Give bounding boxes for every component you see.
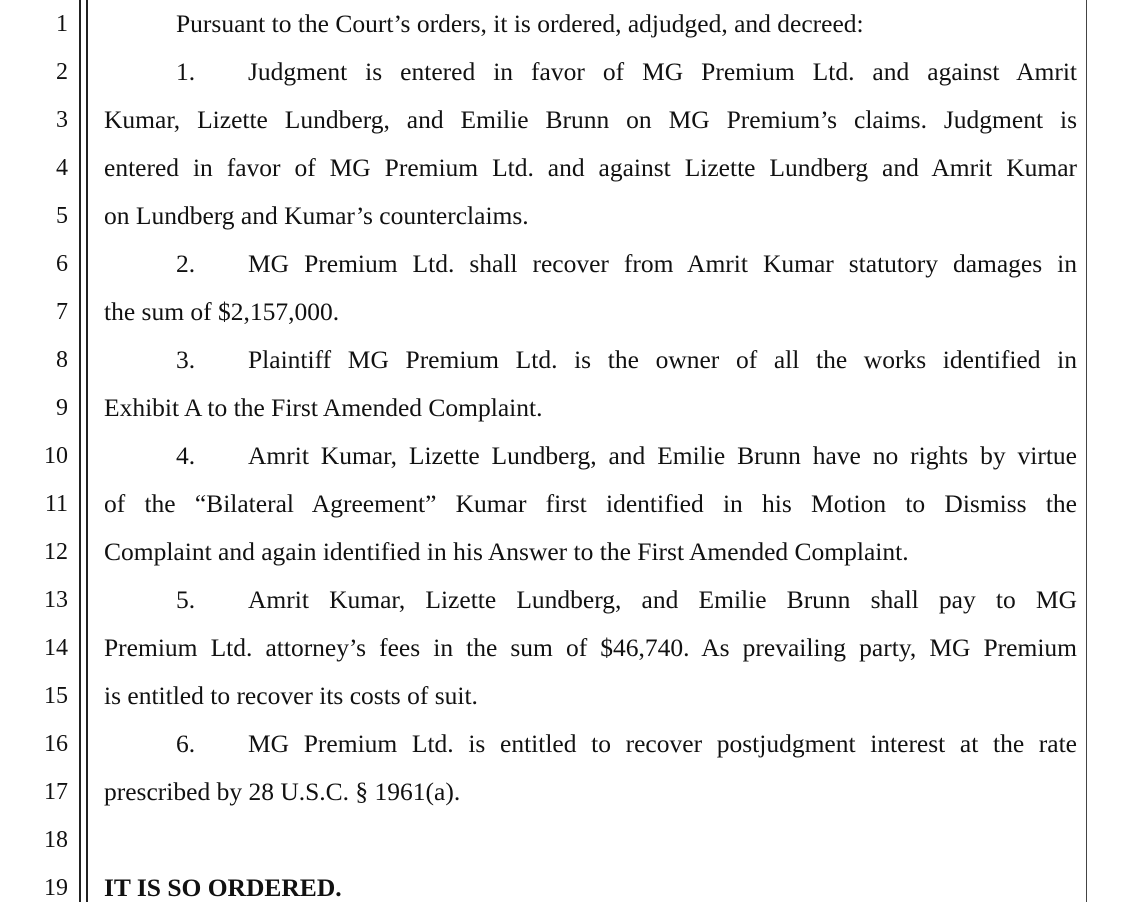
left-margin-rule-inner: [86, 0, 88, 902]
right-margin-rule: [1086, 0, 1087, 902]
paragraph-line: the sum of $2,157,000.: [104, 297, 340, 326]
paragraph-line: is entitled to recover its costs of suit.: [104, 681, 478, 710]
paragraph-line: on Lundberg and Kumar’s counterclaims.: [104, 201, 529, 230]
line-number: 14: [44, 635, 68, 661]
paragraph-text: Amrit Kumar, Lizette Lundberg, and Emilie Brunn have no rights by virtue: [248, 441, 1077, 470]
paragraph-1-first-line: [176, 48, 1077, 96]
line-number: 1: [56, 11, 68, 37]
paragraph-number: 3.: [176, 345, 196, 374]
line-number: 9: [56, 395, 68, 421]
paragraph-4-first-line: [176, 432, 1077, 480]
line-number: 7: [56, 299, 68, 325]
paragraph-2-first-line: [176, 240, 1077, 288]
line-number: 3: [56, 107, 68, 133]
line-number: 16: [44, 731, 68, 757]
line-number: 13: [44, 587, 68, 613]
paragraph-text: MG Premium Ltd. is entitled to recover postjudgment interest at the rate: [248, 729, 1077, 758]
line-number: 11: [44, 491, 68, 517]
paragraph-line: of the “Bilateral Agreement” Kumar first identified in his Motion to Dismiss the: [104, 489, 1077, 518]
paragraph-number: 4.: [176, 441, 196, 470]
paragraph-number: 5.: [176, 585, 196, 614]
paragraph-line: Complaint and again identified in his Answer to the First Amended Complaint.: [104, 537, 909, 566]
left-margin-rule: [79, 0, 81, 902]
paragraph-number: 2.: [176, 249, 196, 278]
paragraph-5-first-line: [176, 576, 1077, 624]
paragraph-text: Plaintiff MG Premium Ltd. is the owner of all the works identified in: [248, 345, 1077, 374]
line-number: 4: [56, 155, 68, 181]
paragraph-text: Judgment is entered in favor of MG Premium Ltd. and against Amrit: [248, 57, 1077, 86]
paragraph-line: prescribed by 28 U.S.C. § 1961(a).: [104, 777, 461, 806]
line-number: 17: [44, 779, 68, 805]
closing-order-text: IT IS SO ORDERED.: [104, 873, 342, 902]
paragraph-text: MG Premium Ltd. shall recover from Amrit Kumar statutory damages in: [248, 249, 1077, 278]
paragraph-line: Kumar, Lizette Lundberg, and Emilie Brunn on MG Premium’s claims. Judgment is: [104, 105, 1077, 134]
paragraph-text: Amrit Kumar, Lizette Lundberg, and Emilie Brunn shall pay to MG: [248, 585, 1077, 614]
line-number: 5: [56, 203, 68, 229]
line-number: 12: [44, 539, 68, 565]
line-number: 19: [44, 875, 68, 901]
line-number: 8: [56, 347, 68, 373]
paragraph-line: Exhibit A to the First Amended Complaint.: [104, 393, 543, 422]
line-number: 6: [56, 251, 68, 277]
paragraph-3-first-line: [176, 336, 1077, 384]
paragraph-line: entered in favor of MG Premium Ltd. and against Lizette Lundberg and Amrit Kumar: [104, 153, 1077, 182]
line-number: 10: [44, 443, 68, 469]
paragraph-line: Premium Ltd. attorney’s fees in the sum of $46,740. As prevailing party, MG Premium: [104, 633, 1077, 662]
paragraph-6-first-line: [176, 720, 1077, 768]
line-number: 2: [56, 59, 68, 85]
paragraph-number: 6.: [176, 729, 196, 758]
intro-text: Pursuant to the Court’s orders, it is ordered, adjudged, and decreed:: [176, 9, 864, 38]
line-number: 15: [44, 683, 68, 709]
paragraph-number: 1.: [176, 57, 196, 86]
line-number: 18: [44, 827, 68, 853]
